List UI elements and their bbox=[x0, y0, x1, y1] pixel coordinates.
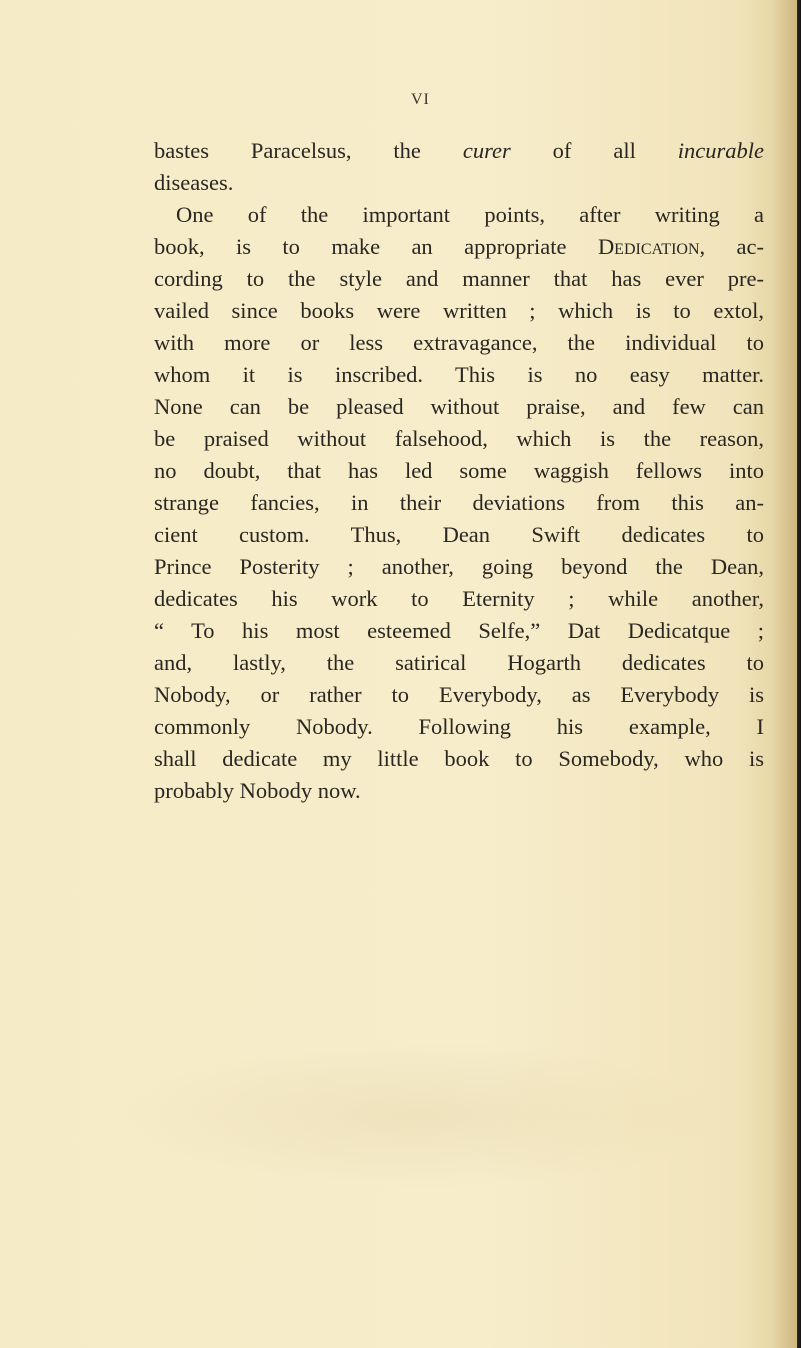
text-line: vailed since books were written ; which is to extol, bbox=[154, 298, 764, 323]
text-line: and, lastly, the satirical Hogarth dedicates to bbox=[154, 650, 764, 675]
text-line: strange fancies, in their deviations from this an- bbox=[154, 490, 764, 515]
paper-stain bbox=[120, 1040, 720, 1190]
page-number: VI bbox=[411, 91, 430, 108]
text-line: “ To his most esteemed Selfe,” Dat Dedicatque ; bbox=[154, 618, 764, 643]
text-line: shall dedicate my little book to Somebody, who is bbox=[154, 746, 764, 771]
paragraph-first-line: One of the important points, after writing a bbox=[176, 202, 764, 227]
text-line: whom it is inscribed. This is no easy matter. bbox=[154, 362, 764, 387]
text-line: diseases. bbox=[154, 170, 234, 195]
text-line: no doubt, that has led some waggish fellows into bbox=[154, 458, 764, 483]
text-line: with more or less extravagance, the individual to bbox=[154, 330, 764, 355]
text-line: dedicates his work to Eternity ; while another, bbox=[154, 586, 764, 611]
text-line: Prince Posterity ; another, going beyond the Dean, bbox=[154, 554, 764, 579]
page-edge-shadow bbox=[771, 0, 797, 1348]
text-line: probably Nobody now. bbox=[154, 778, 361, 803]
text-line: be praised without falsehood, which is the reason, bbox=[154, 426, 764, 451]
text-line: book, is to make an appropriate Dedication, ac- bbox=[154, 234, 765, 259]
text-line: Nobody, or rather to Everybody, as Everybody is bbox=[154, 682, 764, 707]
text-line: None can be pleased without praise, and few can bbox=[154, 394, 764, 419]
body-text bbox=[154, 135, 764, 807]
page-edge bbox=[797, 0, 801, 1348]
text-line: bastes Paracelsus, the curer of all incurable bbox=[154, 138, 764, 163]
text-line: cient custom. Thus, Dean Swift dedicates to bbox=[154, 522, 764, 547]
dedication-word: Dedication bbox=[597, 234, 700, 259]
text-line: cording to the style and manner that has ever pre- bbox=[154, 266, 764, 291]
text-line: commonly Nobody. Following his example, I bbox=[154, 714, 764, 739]
